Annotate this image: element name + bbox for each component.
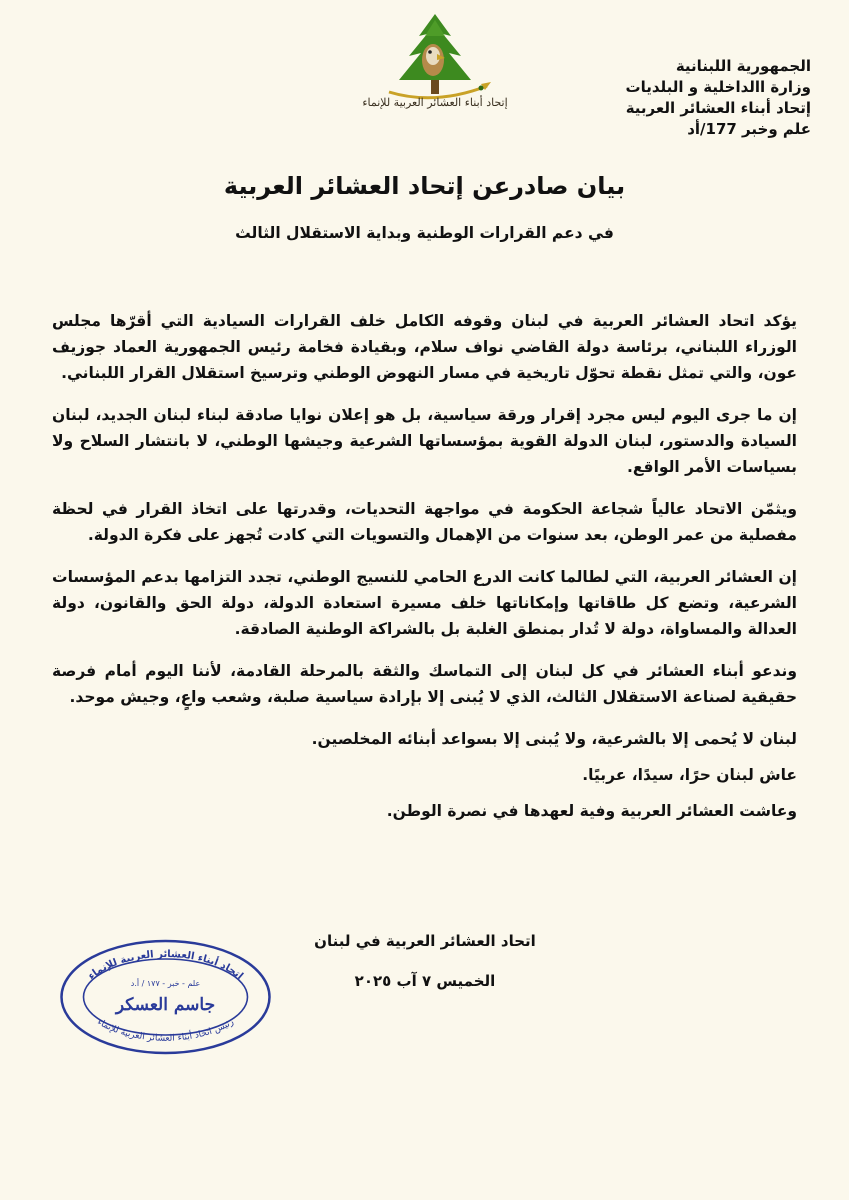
statement-subtitle: في دعم القرارات الوطنية وبداية الاستقلال الثالث: [235, 224, 614, 242]
paragraph: إن ما جرى اليوم ليس مجرد إقرار ورقة سياسية، بل هو إعلان نوايا صادقة لبناء لبنان الجديد، لبنان السيادة والدستور، لبنان الدولة القوية بمؤسساتها الشرعية وجيشها الوطني، لا بانتشار السلاح ولا بسياسات الأمر الواقع.: [52, 406, 797, 476]
paragraph: وندعو أبناء العشائر في كل لبنان إلى التماسك والثقة بالمرحلة القادمة، لأننا اليوم أمام فرصة حقيقية لصناعة الاستقلال الثالث، الذي لا يُبنى إلا بإرادة سياسية صلبة، وشعب واعٍ، وجيش موحد.: [52, 662, 797, 706]
paragraph: عاش لبنان حرًا، سيدًا، عربيًا.: [582, 766, 797, 784]
logo-caption: إتحاد أبناء العشائر العربية للإنماء: [362, 96, 508, 109]
paragraph: لبنان لا يُحمى إلا بالشرعية، ولا يُبنى إلا بسواعد أبنائه المخلصين.: [311, 730, 797, 748]
letterhead-ministry: وزارة االداخلية و البلديات: [625, 78, 811, 96]
signoff-date: الخميس ٧ آب ٢٠٢٥: [354, 972, 496, 990]
letterhead-license: علم وخبر 177/أد: [687, 120, 811, 138]
letterhead-union: إتحاد أبناء العشائر العربية: [625, 99, 811, 117]
stamp-license: علم - خبر - ١٧٧ / أ.د: [130, 979, 201, 988]
stamp-outer-text: اتحاد أبناء العشائر العربية للإنماء: [86, 948, 245, 983]
letterhead-republic: الجمهورية اللبنانية: [675, 57, 811, 75]
svg-text:رئيس اتحاد أبناء العشائر العرب: [95, 1017, 235, 1044]
svg-text:اتحاد أبناء العشائر العربية لل: [86, 949, 245, 982]
paragraph: إن العشائر العربية، التي لطالما كانت الدرع الحامي للنسيج الوطني، تجدد التزامها بدعم المؤسسات الشرعية، وتضع كل طاقاتها وإمكاناتها خلف مسيرة استعادة الدولة، دولة الحق والقانون، دولة العدالة والمساواة، دولة لا تُدار بمنطق الغلبة بل بالشراكة الوطنية الصادقة.: [52, 568, 797, 638]
paragraph: ويثمّن الاتحاد عالياً شجاعة الحكومة في مواجهة التحديات، وقدرتها على اتخاذ القرار في لحظة مفصلية من عمر الوطن، بعد سنوات من الإهمال والتسويات التي كادت تُجهز على فكرة الدولة.: [52, 500, 797, 544]
statement-title: بيان صادرعن إتحاد العشائر العربية: [223, 172, 626, 200]
stamp-role-text: رئيس اتحاد أبناء العشائر العربية للإنماء: [95, 1017, 236, 1044]
paragraph: وعاشت العشائر العربية وفية لعهدها في نصرة الوطن.: [386, 802, 797, 820]
paragraph: يؤكد اتحاد العشائر العربية في لبنان وقوفه الكامل خلف القرارات السيادية التي أقرّها مجلس الوزراء اللبناني، برئاسة دولة القاضي نواف سلام، وبقيادة فخامة رئيس الجمهورية العماد جوزيف عون، والتي تمثل نقطة تحوّل تاريخية في مسار النهوض الوطني وترسيخ استقلال القرار اللبناني.: [52, 312, 797, 382]
statement-body: [52, 308, 797, 834]
letterhead: [511, 56, 811, 140]
official-stamp: [58, 938, 273, 1056]
stamp-name: جاسم العسكر: [115, 995, 216, 1015]
signoff-org: اتحاد العشائر العربية في لبنان: [314, 932, 536, 950]
